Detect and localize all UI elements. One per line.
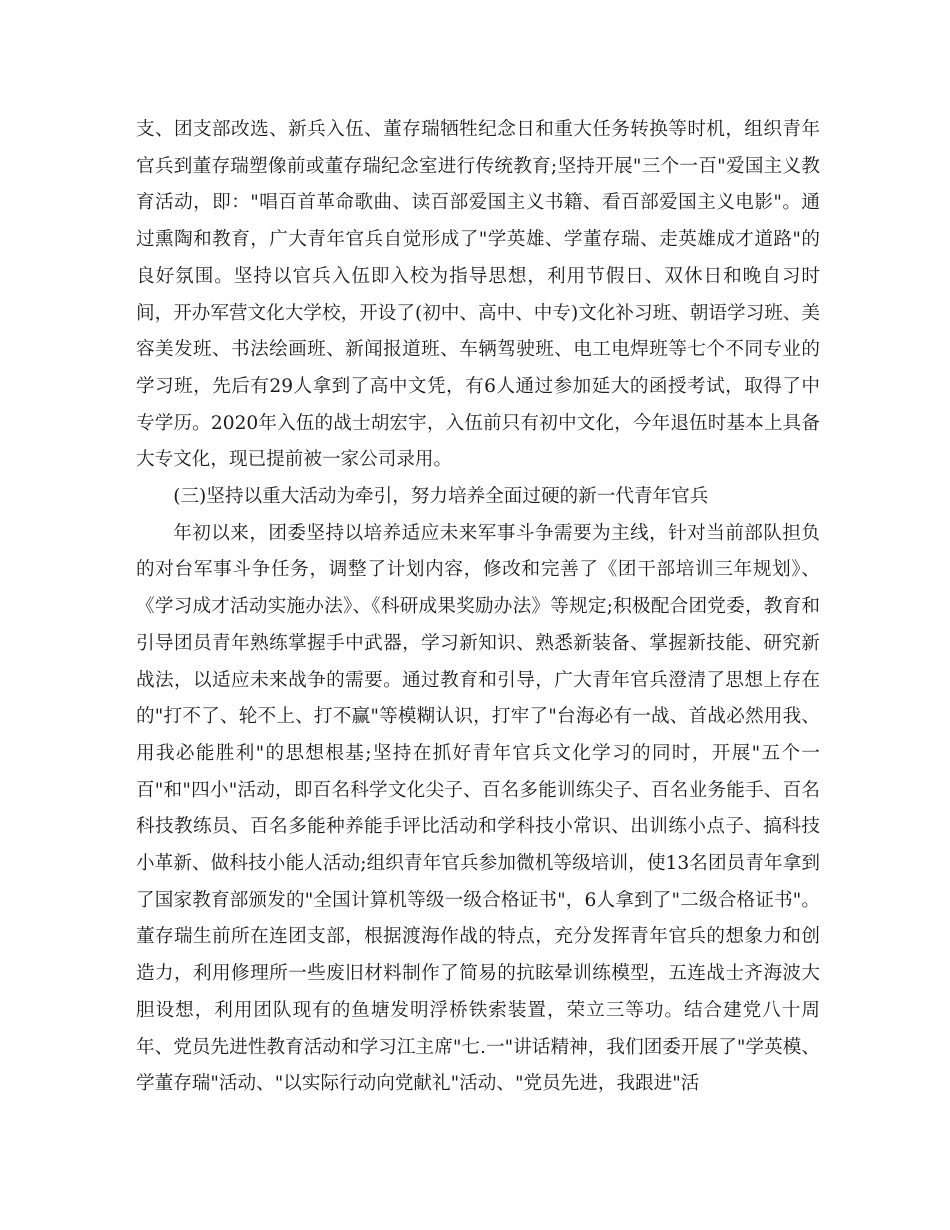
section-heading: (三)坚持以重大活动为牵引，努力培养全面过硬的新一代青年官兵 (173, 486, 709, 508)
paragraph-continuation: 支、团支部改选、新兵入伍、董存瑞牺牲纪念日和重大任务转换等时机，组织青年官兵到董存瑞塑像前或董存瑞纪念室进行传统教育;坚持开展"三个一百"爱国主义教育活动，即："唱百首革命歌曲、读百部爱国主义书籍、看百部爱国主义电影"。通过熏陶和教育，广大青年官兵自觉形成了"学英雄、学董存瑞、走英雄成才道路"的良好氛围。坚持以官兵入伍即入校为指导思想，利用节假日、双休日和晚自习时间，开办军营文化大学校，开设了(初中、高中、中专)文化补习班、朝语学习班、美容美发班、书法绘画班、新闻报道班、车辆驾驶班、电工电焊班等七个不同专业的学习班，先后有29人拿到了高中文凭，有6人通过参加延大的函授考试，取得了中专学历。2020年入伍的战士胡宏宇，入伍前只有初中文化，今年退伍时基本上具备大专文化，现已提前被一家公司录用。 (136, 119, 820, 471)
paragraph: 年初以来，团委坚持以培养适应未来军事斗争需要为主线，针对当前部队担负的对台军事斗争任务，调整了计划内容，修改和完善了《团干部培训三年规划》、《学习成才活动实施办法》、《科研成果奖励办法》等规定;积极配合团党委，教育和引导团员青年熟练掌握手中武器，学习新知识、熟悉新装备、掌握新技能、研究新战法，以适应未来战争的需要。通过教育和引导，广大青年官兵澄清了思想上存在的"打不了、轮不上、打不赢"等模糊认识，打牢了"台海必有一战、首战必然用我、用我必能胜利"的思想根基;坚持在抓好青年官兵文化学习的同时，开展"五个一百"和"四小"活动，即百名科学文化尖子、百名多能训练尖子、百名业务能手、百名科技教练员、百名多能种养能手评比活动和学科技小常识、出训练小点子、搞科技小革新、做科技小能人活动;组织青年官兵参加微机等级培训，使13名团员青年拿到了国家教育部颁发的"全国计算机等级一级合格证书"，6人拿到了"二级合格证书"。董存瑞生前所在连团支部，根据渡海作战的特点，充分发挥青年官兵的想象力和创造力，利用修理所一些废旧材料制作了简易的抗眩晕训练模型，五连战士齐海波大胆设想，利用团队现有的鱼塘发明浮桥铁索装置，荣立三等功。结合建党八十周年、党员先进性教育活动和学习江主席"七.一"讲话精神，我们团委开展了"学英模、学董存瑞"活动、"以实际行动向党献礼"活动、"党员先进，我跟进"活 (136, 522, 820, 1095)
document-body (136, 112, 820, 1103)
